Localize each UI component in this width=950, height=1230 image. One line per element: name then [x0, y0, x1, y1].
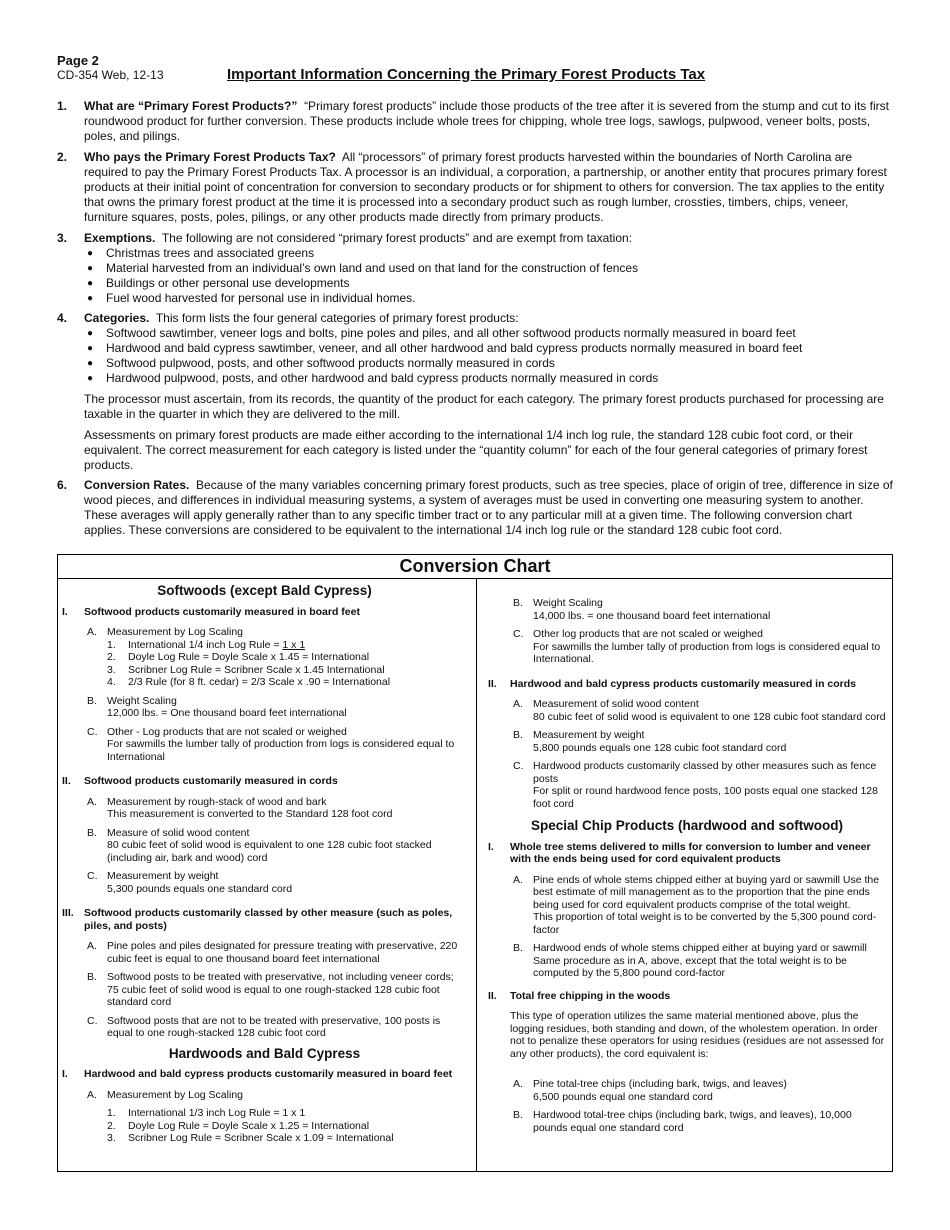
item-text: This form lists the four general categories of primary forest products: [155, 311, 519, 325]
section-heading: I. Hardwood and bald cypress products customarily measured in board feet [62, 1068, 453, 1080]
sub-item: C. Hardwood products customarily classed by other measures such as fence posts For split or round hardwood fence posts, 100 posts equal one stacked 128 foot cord [513, 760, 878, 810]
info-item-1 [57, 99, 895, 144]
item-number: 1. [57, 99, 68, 113]
sub-item: C. Measurement by weight 5,300 pounds equals one standard cord [87, 870, 293, 895]
category-list [84, 326, 895, 386]
conversion-chart [57, 554, 893, 1172]
item-lead: What are “Primary Forest Products?” [84, 99, 298, 113]
sub-item: C. Softwood posts that are not to be treated with preservative, 100 posts is equal to one rough-stacked 128 cubic foot cord [87, 1014, 441, 1039]
chart-title: Conversion Chart [58, 555, 892, 579]
item-lead: Who pays the Primary Forest Products Tax? [84, 150, 336, 164]
info-item-2 [57, 150, 895, 225]
info-item-6 [57, 478, 895, 538]
sub-item: A. Measurement by rough-stack of wood and bark This measurement is converted to the Standard 128 foot cord [87, 795, 393, 820]
item-number: 4. [57, 311, 68, 325]
assessment-paragraph: Assessments on primary forest products are made either according to the international 1/4 inch log rule, the standard 128 cubic foot cord, or their equivalent. The correct measurement for each category is listed under the “quantity column” for each of the four general categories of primary forest products. [84, 428, 868, 472]
page-label: Page 2 [57, 53, 99, 68]
info-item-3 [57, 231, 895, 306]
sub-item: B. Weight Scaling 12,000 lbs. = One thousand board feet international [87, 694, 347, 719]
chart-left-column [62, 580, 467, 1151]
item-lead: Conversion Rates. [84, 478, 190, 492]
sub-item: C. Other - Log products that are not scaled or weighed For sawmills the lumber tally of production from logs is considered equal to International [87, 725, 455, 763]
list-item: ● Fuel wood harvested for personal use in individual homes. [106, 291, 895, 306]
sub-item: B. Softwood posts to be treated with preservative, not including veneer cords; 75 cubic feet of solid wood is equal to one rough-stacked 128 cubic foot standard cord [87, 971, 454, 1008]
sub-item: B. Weight Scaling 14,000 lbs. = one thousand board feet international [513, 597, 771, 622]
sub-item: A. Pine poles and piles designated for pressure treating with preservative, 220 cubic feet is equal to one thousand board feet international [87, 940, 458, 965]
item-lead: Categories. [84, 311, 150, 325]
chip-paragraph: This type of operation utilizes the same material mentioned above, plus the logging residues, both standing and down, of the wholestem operation. In order not to penalize these operators for using residues (residues are not assessed for any other products), the cord equivalent is: [510, 1010, 885, 1060]
sub-item: A. Measurement of solid wood content 80 cubic feet of solid wood is equivalent to one 128 cubic foot standard cord [513, 698, 886, 723]
column-divider [476, 578, 477, 1172]
sub-item: B. Measure of solid wood content 80 cubic feet of solid wood is equivalent to one 128 cubic foot stacked (including air, bark and wood) cord [87, 826, 432, 864]
list-item: ● Softwood sawtimber, veneer logs and bolts, pine poles and piles, and all other softwood products normally measured in board feet [106, 326, 895, 341]
section-heading: II. Total free chipping in the woods [488, 989, 671, 1002]
list-item: ● Softwood pulpwood, posts, and other softwood products normally measured in cords [106, 356, 895, 371]
form-id: CD-354 Web, 12-13 [57, 68, 164, 82]
sub-item: B. Measurement by weight 5,800 pounds equals one 128 cubic foot standard cord [513, 729, 787, 754]
hardwoods-title: Hardwoods and Bald Cypress [168, 1045, 361, 1061]
list-item: ● Christmas trees and associated greens [106, 246, 895, 261]
list-item: ● Hardwood pulpwood, posts, and other hardwood and bald cypress products normally measured in cords [106, 371, 895, 386]
item-text: The following are not considered “primary forest products” and are exempt from taxation: [161, 231, 633, 245]
sub-item: A. Pine ends of whole stems chipped either at buying yard or sawmill Use the best estimate of mill management as to the proportion that the pine ends being used for cord equivalent products comprise of the total weight. This proportion of total weight is to be converted by the 5,300 pound cord-factor [513, 873, 880, 936]
item-number: 2. [57, 150, 68, 164]
section-heading: II. Hardwood and bald cypress products customarily measured in cords [488, 677, 857, 690]
section-heading: II. Softwood products customarily measured in cords [62, 775, 338, 787]
item-number: 6. [57, 478, 68, 492]
list-item: ● Material harvested from an individual’s own land and used on that land for the construction of fences [106, 261, 895, 276]
exemption-list [84, 246, 895, 306]
item-text: All “processors” of primary forest products harvested within the boundaries of North Carolina are required to pay the Primary Forest Products Tax. A processor is an individual, a corporation, a partnership, or another entity that procures primary forest products at their initial point of concentration for conversion to secondary products or for shipment to others for conversion. The tax applies to the entity that owns the primary forest product at the time it is processed into a secondary product such as rough lumber, crossties, timbers, chips, veneer, furniture squares, posts, poles, pilings, or any other products made directly from primary products. [84, 150, 887, 224]
sub-item: B. Hardwood total-tree chips (including bark, twigs, and leaves), 10,000 pounds equal one standard cord [513, 1109, 852, 1134]
sub-item: A. Measurement by Log Scaling 1. International 1/4 inch Log Rule = 1 x 1 2. Doyle Log Rule = Doyle Scale x 1.45 = International 3. Scribner Log Rule = Scribner Scale x 1.45 International 4. 2/3 Rule (for 8 ft. cedar) = 2/3 Scale x .90 = International [87, 626, 391, 688]
section-heading: III. Softwood products customarily classed by other measure (such as poles, piles, and posts) [62, 907, 453, 932]
item-text: “Primary forest products” include those products of the tree after it is severed from the stump and cut to its first roundwood product for further conversion. These products include whole trees for chipping, whole tree logs, sawlogs, pulpwood, veneer bolts, posts, poles, and pilings. [84, 99, 889, 143]
item-lead: Exemptions. [84, 231, 156, 245]
softwoods-title: Softwoods (except Bald Cypress) [157, 583, 372, 598]
list-item: ● Hardwood and bald cypress sawtimber, veneer, and all other hardwood and bald cypress products normally measured in board feet [106, 341, 895, 356]
list-item: ● Buildings or other personal use developments [106, 276, 895, 291]
section-heading: I. Whole tree stems delivered to mills for conversion to lumber and veneer with the ends being used for cord equivalent products [488, 840, 871, 865]
section-heading: I. Softwood products customarily measured in board feet [62, 605, 360, 618]
item-text: Because of the many variables concerning primary forest products, such as tree species, place of origin of tree, difference in size of wood pieces, and differences in individual measuring systems, a system of averages must be used in converting one measuring system to another. These averages will apply generally rather than to any specific timber tract or to any particular mill at a given time. The following conversion chart applies. These conversions are considered to be equivalent to the international 1/4 inch log rule or the standard 128 cubic foot cord. [84, 478, 893, 537]
chart-right-column [488, 580, 886, 1140]
chip-products-title: Special Chip Products (hardwood and softwood) [530, 818, 843, 833]
sub-item: A. Measurement by Log Scaling 1. International 1/3 inch Log Rule = 1 x 1 2. Doyle Log Rule = Doyle Scale x 1.25 = International 3. Scribner Log Rule = Scribner Scale x 1.09 = International [87, 1088, 394, 1144]
sub-item: B. Hardwood ends of whole stems chipped either at buying yard or sawmill Same procedure as in A, above, except that the total weight is to be computed by the 5,800 pound cord-factor [513, 942, 867, 979]
processor-paragraph: The processor must ascertain, from its records, the quantity of the product for each category. The primary forest products purchased for processing are taxable in the quarter in which they are delivered to the mill. [84, 392, 884, 421]
sub-item: C. Other log products that are not scaled or weighed For sawmills the lumber tally of production from logs is considered equal to International. [513, 628, 881, 665]
info-item-4 [57, 311, 895, 386]
sub-item: A. Pine total-tree chips (including bark, twigs, and leaves) 6,500 pounds equal one standard cord [513, 1078, 787, 1103]
item-number: 3. [57, 231, 68, 245]
page-title: Important Information Concerning the Primary Forest Products Tax [227, 66, 706, 83]
